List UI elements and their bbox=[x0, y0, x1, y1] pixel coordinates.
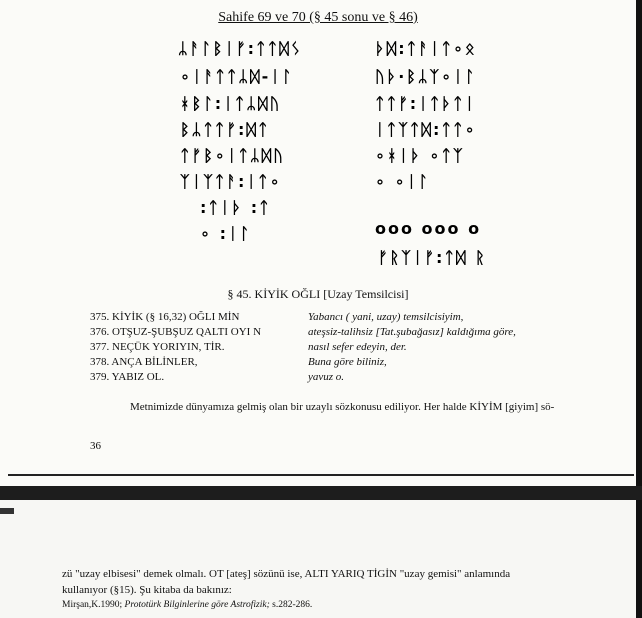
inscription-line: ᚦᛞ:ᛏᚨᛁᛏ∘ᛟ bbox=[375, 39, 477, 58]
inscription-line: ᛏᛏᚠ:ᛁᛏᚦᛏᛁ bbox=[375, 94, 477, 113]
page-number: 36 bbox=[90, 440, 101, 452]
translation-line: nasıl sefer edeyin, der. bbox=[308, 341, 407, 353]
section-title: § 45. KİYİK OĞLI [Uzay Temsilcisi] bbox=[227, 287, 409, 301]
inscription-line: ᚠᚱᛉᛁᚠ:ᛏᛞ ᚱ bbox=[378, 248, 487, 267]
reference-line bbox=[62, 600, 312, 610]
translation-line: yavuz o. bbox=[308, 371, 345, 383]
turkic-line: 375. KİYİK (§ 16,32) OĞLI MİN bbox=[90, 311, 240, 323]
turkic-line: 379. YABIZ OL. bbox=[90, 371, 165, 383]
inscription-line: ∘ᛁᚨᛏᛏᛦᛞ-ᛁᛚ bbox=[180, 67, 294, 86]
book-page-lower bbox=[0, 500, 636, 618]
translation-line: ateşsiz-talihsiz [Tat.şubağasız] kaldığıma göre, bbox=[308, 326, 516, 338]
reference-pages: s.282-286. bbox=[272, 600, 313, 610]
body-line: zü "uzay elbisesi" demek olmalı. OT [ateş] sözünü ise, ALTI YARIQ TİGİN "uzay gemisi" anlamında bbox=[62, 568, 511, 580]
inscription-line: ooo ooo o bbox=[375, 219, 482, 238]
turkic-line: 376. OTŞUZ-ŞUBŞUZ QALTI OYI N bbox=[90, 326, 262, 338]
inscription-line: ∘ᚼᛁᚦ ∘ᛏᛉ bbox=[375, 146, 465, 165]
inscription-line: ᛉᛁᛉᛏᚨ:ᛁᛏ∘ bbox=[180, 172, 282, 191]
inscription-line: ∘ :ᛁᛚ bbox=[200, 224, 252, 243]
page-header: Sahife 69 ve 70 (§ 45 sonu ve § 46) bbox=[218, 10, 418, 25]
reference-title: Prototürk Bilginlerine göre Astrofizik; bbox=[124, 600, 270, 610]
translation-line: Yabancı ( yani, uzay) temsilcisiyim, bbox=[308, 311, 464, 323]
reference-author: Mirşan,K.1990; bbox=[62, 600, 123, 610]
body-paragraph: Metnimizde dünyamıza gelmiş olan bir uzaylı sözkonusu ediliyor. Her halde KİYİM [giyim] sö- bbox=[130, 401, 555, 413]
inscription-line: ᛒᛦᛏᛏᚠ:ᛞᛏ bbox=[180, 120, 270, 139]
translation-line: Buna göre biliniz, bbox=[308, 356, 387, 368]
inscription-line: ᛁᛏᛉᛏᛞ:ᛏᛏ∘ bbox=[375, 120, 477, 139]
scan-edge bbox=[636, 0, 642, 618]
inscription-line: ᛦᚨᛚᛒᛁᚠ:ᛏᛏᛞᛊ bbox=[178, 39, 303, 58]
inscription-line: ᚼᛒᛚ:ᛁᛏᛦᛞᚢ bbox=[180, 94, 282, 113]
body-line: kullanıyor (§15). Şu kitaba da bakınız: bbox=[62, 584, 232, 596]
inscription-line: ᛏᚠᛒ∘ᛁᛏᛦᛞᚢ bbox=[180, 146, 285, 165]
inscription-line: ᚢᚦ·ᛒᛦᛉ∘ᛁᛚ bbox=[375, 67, 477, 86]
turkic-line: 378. ANÇA BİLİNLER, bbox=[90, 356, 198, 368]
page-gap bbox=[0, 486, 642, 500]
turkic-line: 377. NEÇÜK YORIYIN, TİR. bbox=[90, 341, 225, 353]
scan-artifact bbox=[0, 508, 14, 514]
inscription-line: :ᛏᛁᚦ :ᛏ bbox=[200, 198, 271, 217]
inscription-line: ∘ ∘ᛁᛚ bbox=[375, 172, 430, 191]
